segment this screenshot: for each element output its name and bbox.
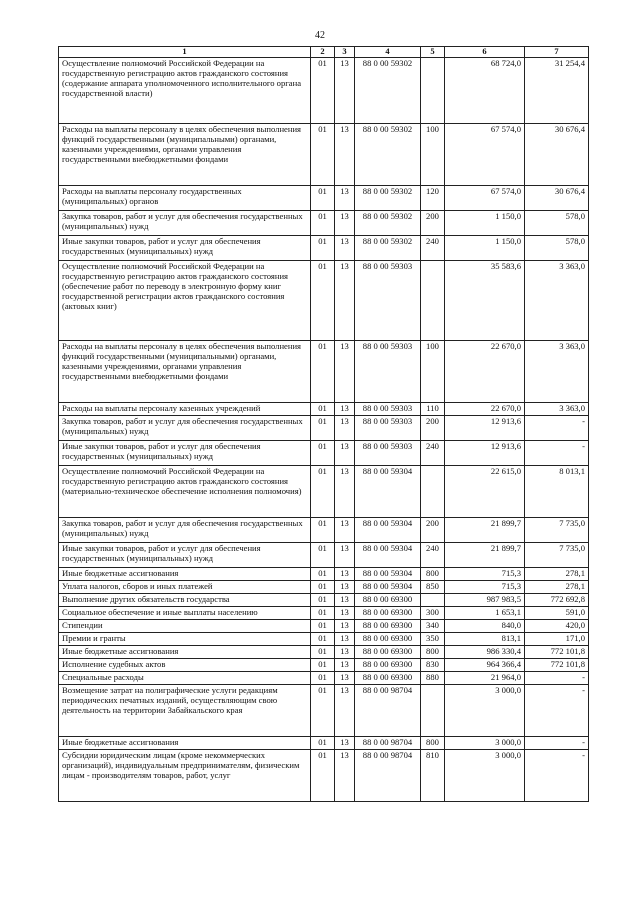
row-subsection-cell: 13 (335, 685, 355, 737)
table-row (59, 620, 589, 633)
table-row (59, 659, 589, 672)
table-row (59, 441, 589, 466)
row-name-cell: Субсидии юридическим лицам (кроме некоммерческих организаций), индивидуальным предпринимателям, физическим лицам - производителям товаров, работ, услуг (59, 750, 311, 802)
row-section-cell: 01 (311, 236, 335, 261)
row-expense-type-cell: 100 (421, 124, 445, 186)
row-target-article-cell: 88 0 00 59303 (355, 441, 421, 466)
table-row (59, 646, 589, 659)
column-header: 3 (335, 47, 355, 58)
column-header: 6 (445, 47, 525, 58)
row-expense-type-cell: 200 (421, 518, 445, 543)
table-row (59, 685, 589, 737)
column-header: 5 (421, 47, 445, 58)
row-expense-type-cell (421, 466, 445, 518)
row-target-article-cell: 88 0 00 59304 (355, 568, 421, 581)
row-amount-2-cell: 772 692,8 (525, 594, 589, 607)
row-section-cell: 01 (311, 518, 335, 543)
row-amount-1-cell: 12 913,6 (445, 441, 525, 466)
row-name-cell: Выполнение других обязательств государства (59, 594, 311, 607)
row-section-cell: 01 (311, 646, 335, 659)
row-amount-2-cell: 772 101,8 (525, 646, 589, 659)
row-name-cell: Уплата налогов, сборов и иных платежей (59, 581, 311, 594)
row-section-cell: 01 (311, 737, 335, 750)
row-expense-type-cell: 800 (421, 646, 445, 659)
row-expense-type-cell: 800 (421, 568, 445, 581)
row-subsection-cell: 13 (335, 737, 355, 750)
row-amount-1-cell: 3 000,0 (445, 685, 525, 737)
row-expense-type-cell: 810 (421, 750, 445, 802)
row-subsection-cell: 13 (335, 211, 355, 236)
row-target-article-cell: 88 0 00 69300 (355, 620, 421, 633)
row-amount-1-cell: 1 150,0 (445, 211, 525, 236)
row-amount-1-cell: 22 670,0 (445, 341, 525, 403)
row-target-article-cell: 88 0 00 59303 (355, 403, 421, 416)
row-amount-2-cell: 31 254,4 (525, 58, 589, 124)
row-name-cell: Иные бюджетные ассигнования (59, 568, 311, 581)
row-amount-1-cell: 21 899,7 (445, 543, 525, 568)
row-amount-1-cell: 987 983,5 (445, 594, 525, 607)
row-amount-2-cell: 420,0 (525, 620, 589, 633)
row-subsection-cell: 13 (335, 568, 355, 581)
row-target-article-cell: 88 0 00 98704 (355, 685, 421, 737)
row-amount-2-cell: 772 101,8 (525, 659, 589, 672)
row-name-cell: Расходы на выплаты персоналу в целях обеспечения выполнения функций государственными (муниципальными) органами, казенными учреждениями, органами управления государственными внебюджетными фондами (59, 341, 311, 403)
row-amount-1-cell: 67 574,0 (445, 124, 525, 186)
row-amount-2-cell: - (525, 441, 589, 466)
row-amount-2-cell: 30 676,4 (525, 186, 589, 211)
row-name-cell: Расходы на выплаты персоналу казенных учреждений (59, 403, 311, 416)
row-target-article-cell: 88 0 00 59302 (355, 186, 421, 211)
row-section-cell: 01 (311, 416, 335, 441)
row-expense-type-cell: 120 (421, 186, 445, 211)
row-subsection-cell: 13 (335, 620, 355, 633)
table-row (59, 341, 589, 403)
row-section-cell: 01 (311, 659, 335, 672)
row-expense-type-cell (421, 261, 445, 341)
row-target-article-cell: 88 0 00 59302 (355, 58, 421, 124)
row-subsection-cell: 13 (335, 633, 355, 646)
row-subsection-cell: 13 (335, 518, 355, 543)
row-expense-type-cell: 110 (421, 403, 445, 416)
row-name-cell: Премии и гранты (59, 633, 311, 646)
row-target-article-cell: 88 0 00 69300 (355, 607, 421, 620)
row-name-cell: Возмещение затрат на полиграфические услуги редакциям периодических печатных изданий, осуществляющим свою деятельность на территории Забайкальского края (59, 685, 311, 737)
table-row (59, 466, 589, 518)
row-amount-2-cell: 591,0 (525, 607, 589, 620)
row-target-article-cell: 88 0 00 69300 (355, 672, 421, 685)
row-subsection-cell: 13 (335, 341, 355, 403)
row-amount-2-cell: 3 363,0 (525, 261, 589, 341)
row-amount-1-cell: 3 000,0 (445, 737, 525, 750)
row-name-cell: Закупка товаров, работ и услуг для обеспечения государственных (муниципальных) нужд (59, 416, 311, 441)
row-amount-1-cell: 1 653,1 (445, 607, 525, 620)
table-row (59, 518, 589, 543)
row-subsection-cell: 13 (335, 659, 355, 672)
row-subsection-cell: 13 (335, 441, 355, 466)
row-subsection-cell: 13 (335, 58, 355, 124)
row-amount-1-cell: 68 724,0 (445, 58, 525, 124)
row-name-cell: Социальное обеспечение и иные выплаты населению (59, 607, 311, 620)
row-section-cell: 01 (311, 633, 335, 646)
table-row (59, 186, 589, 211)
row-subsection-cell: 13 (335, 594, 355, 607)
row-target-article-cell: 88 0 00 59304 (355, 543, 421, 568)
row-section-cell: 01 (311, 441, 335, 466)
row-target-article-cell: 88 0 00 59303 (355, 261, 421, 341)
row-subsection-cell: 13 (335, 261, 355, 341)
row-section-cell: 01 (311, 685, 335, 737)
row-expense-type-cell: 830 (421, 659, 445, 672)
table-row (59, 211, 589, 236)
row-section-cell: 01 (311, 58, 335, 124)
row-target-article-cell: 88 0 00 59303 (355, 416, 421, 441)
row-amount-1-cell: 964 366,4 (445, 659, 525, 672)
row-section-cell: 01 (311, 466, 335, 518)
row-target-article-cell: 88 0 00 69300 (355, 659, 421, 672)
row-subsection-cell: 13 (335, 466, 355, 518)
row-amount-2-cell: 171,0 (525, 633, 589, 646)
table-row (59, 403, 589, 416)
row-expense-type-cell: 850 (421, 581, 445, 594)
row-name-cell: Закупка товаров, работ и услуг для обеспечения государственных (муниципальных) нужд (59, 211, 311, 236)
row-amount-1-cell: 21 899,7 (445, 518, 525, 543)
row-amount-2-cell: 278,1 (525, 581, 589, 594)
row-amount-2-cell: 278,1 (525, 568, 589, 581)
row-amount-1-cell: 813,1 (445, 633, 525, 646)
row-target-article-cell: 88 0 00 98704 (355, 737, 421, 750)
row-amount-1-cell: 12 913,6 (445, 416, 525, 441)
row-name-cell: Закупка товаров, работ и услуг для обеспечения государственных (муниципальных) нужд (59, 518, 311, 543)
row-expense-type-cell: 300 (421, 607, 445, 620)
row-name-cell: Специальные расходы (59, 672, 311, 685)
row-amount-2-cell: - (525, 685, 589, 737)
row-expense-type-cell: 240 (421, 236, 445, 261)
table-row (59, 633, 589, 646)
table-row (59, 607, 589, 620)
row-target-article-cell: 88 0 00 59304 (355, 581, 421, 594)
page-number: 42 (315, 30, 325, 41)
row-section-cell: 01 (311, 261, 335, 341)
table-row (59, 416, 589, 441)
row-amount-2-cell: 30 676,4 (525, 124, 589, 186)
table-row (59, 737, 589, 750)
row-amount-2-cell: 578,0 (525, 211, 589, 236)
table-row (59, 568, 589, 581)
row-expense-type-cell: 240 (421, 441, 445, 466)
row-target-article-cell: 88 0 00 69300 (355, 633, 421, 646)
row-amount-2-cell: 8 013,1 (525, 466, 589, 518)
row-amount-1-cell: 840,0 (445, 620, 525, 633)
row-name-cell: Иные закупки товаров, работ и услуг для обеспечения государственных (муниципальных) нужд (59, 441, 311, 466)
row-expense-type-cell: 350 (421, 633, 445, 646)
row-expense-type-cell (421, 685, 445, 737)
table-row (59, 594, 589, 607)
table-row (59, 543, 589, 568)
row-subsection-cell: 13 (335, 403, 355, 416)
row-amount-2-cell: 578,0 (525, 236, 589, 261)
row-expense-type-cell (421, 594, 445, 607)
row-target-article-cell: 88 0 00 59302 (355, 236, 421, 261)
row-subsection-cell: 13 (335, 646, 355, 659)
row-subsection-cell: 13 (335, 236, 355, 261)
row-amount-1-cell: 715,3 (445, 581, 525, 594)
row-expense-type-cell: 340 (421, 620, 445, 633)
table-row (59, 750, 589, 802)
row-section-cell: 01 (311, 594, 335, 607)
row-section-cell: 01 (311, 341, 335, 403)
row-expense-type-cell: 800 (421, 737, 445, 750)
row-section-cell: 01 (311, 568, 335, 581)
row-amount-2-cell: 3 363,0 (525, 403, 589, 416)
row-amount-1-cell: 1 150,0 (445, 236, 525, 261)
row-expense-type-cell: 880 (421, 672, 445, 685)
row-amount-1-cell: 21 964,0 (445, 672, 525, 685)
row-target-article-cell: 88 0 00 69300 (355, 594, 421, 607)
row-name-cell: Иные закупки товаров, работ и услуг для обеспечения государственных (муниципальных) нужд (59, 543, 311, 568)
row-subsection-cell: 13 (335, 672, 355, 685)
row-name-cell: Осуществление полномочий Российской Федерации на государственную регистрацию актов гражданского состояния (материально-техническое обеспечение исполнения полномочия) (59, 466, 311, 518)
row-amount-1-cell: 22 615,0 (445, 466, 525, 518)
row-amount-2-cell: - (525, 416, 589, 441)
row-subsection-cell: 13 (335, 750, 355, 802)
row-section-cell: 01 (311, 672, 335, 685)
column-header: 4 (355, 47, 421, 58)
row-expense-type-cell: 200 (421, 416, 445, 441)
row-expense-type-cell (421, 58, 445, 124)
row-subsection-cell: 13 (335, 186, 355, 211)
row-amount-1-cell: 67 574,0 (445, 186, 525, 211)
row-amount-1-cell: 3 000,0 (445, 750, 525, 802)
budget-table (58, 46, 589, 802)
column-header: 1 (59, 47, 311, 58)
row-amount-2-cell: 7 735,0 (525, 543, 589, 568)
row-section-cell: 01 (311, 620, 335, 633)
row-name-cell: Расходы на выплаты персоналу государственных (муниципальных) органов (59, 186, 311, 211)
row-target-article-cell: 88 0 00 98704 (355, 750, 421, 802)
row-amount-2-cell: - (525, 672, 589, 685)
row-amount-1-cell: 22 670,0 (445, 403, 525, 416)
row-name-cell: Стипендии (59, 620, 311, 633)
row-target-article-cell: 88 0 00 59303 (355, 341, 421, 403)
row-subsection-cell: 13 (335, 124, 355, 186)
row-target-article-cell: 88 0 00 69300 (355, 646, 421, 659)
row-subsection-cell: 13 (335, 543, 355, 568)
row-name-cell: Осуществление полномочий Российской Федерации на государственную регистрацию актов гражданского состояния (обеспечение работ по переводу в электронную форму книг государственной регистрации актов гражданского состояния (актовых книг) (59, 261, 311, 341)
row-amount-1-cell: 35 583,6 (445, 261, 525, 341)
column-header: 7 (525, 47, 589, 58)
row-expense-type-cell: 100 (421, 341, 445, 403)
column-header: 2 (311, 47, 335, 58)
row-amount-1-cell: 715,3 (445, 568, 525, 581)
table-row (59, 124, 589, 186)
row-name-cell: Иные бюджетные ассигнования (59, 646, 311, 659)
row-name-cell: Осуществление полномочий Российской Федерации на государственную регистрацию актов гражданского состояния (содержание аппарата уполномоченного исполнительного органа государственной власти) (59, 58, 311, 124)
row-amount-2-cell: - (525, 750, 589, 802)
row-name-cell: Расходы на выплаты персоналу в целях обеспечения выполнения функций государственными (муниципальными) органами, казенными учреждениями, органами управления государственными внебюджетными фондами (59, 124, 311, 186)
row-section-cell: 01 (311, 211, 335, 236)
row-name-cell: Исполнение судебных актов (59, 659, 311, 672)
row-name-cell: Иные бюджетные ассигнования (59, 737, 311, 750)
row-amount-2-cell: - (525, 737, 589, 750)
row-section-cell: 01 (311, 543, 335, 568)
row-section-cell: 01 (311, 607, 335, 620)
row-section-cell: 01 (311, 186, 335, 211)
table-header-row (59, 47, 589, 58)
row-target-article-cell: 88 0 00 59304 (355, 466, 421, 518)
row-section-cell: 01 (311, 581, 335, 594)
row-amount-1-cell: 986 330,4 (445, 646, 525, 659)
row-name-cell: Иные закупки товаров, работ и услуг для обеспечения государственных (муниципальных) нужд (59, 236, 311, 261)
table-row (59, 58, 589, 124)
row-subsection-cell: 13 (335, 607, 355, 620)
row-expense-type-cell: 200 (421, 211, 445, 236)
row-target-article-cell: 88 0 00 59302 (355, 211, 421, 236)
table-row (59, 672, 589, 685)
row-section-cell: 01 (311, 124, 335, 186)
row-section-cell: 01 (311, 750, 335, 802)
row-target-article-cell: 88 0 00 59304 (355, 518, 421, 543)
row-target-article-cell: 88 0 00 59302 (355, 124, 421, 186)
row-subsection-cell: 13 (335, 416, 355, 441)
row-subsection-cell: 13 (335, 581, 355, 594)
table-row (59, 581, 589, 594)
row-expense-type-cell: 240 (421, 543, 445, 568)
row-amount-2-cell: 7 735,0 (525, 518, 589, 543)
row-amount-2-cell: 3 363,0 (525, 341, 589, 403)
table-row (59, 261, 589, 341)
table-row (59, 236, 589, 261)
row-section-cell: 01 (311, 403, 335, 416)
